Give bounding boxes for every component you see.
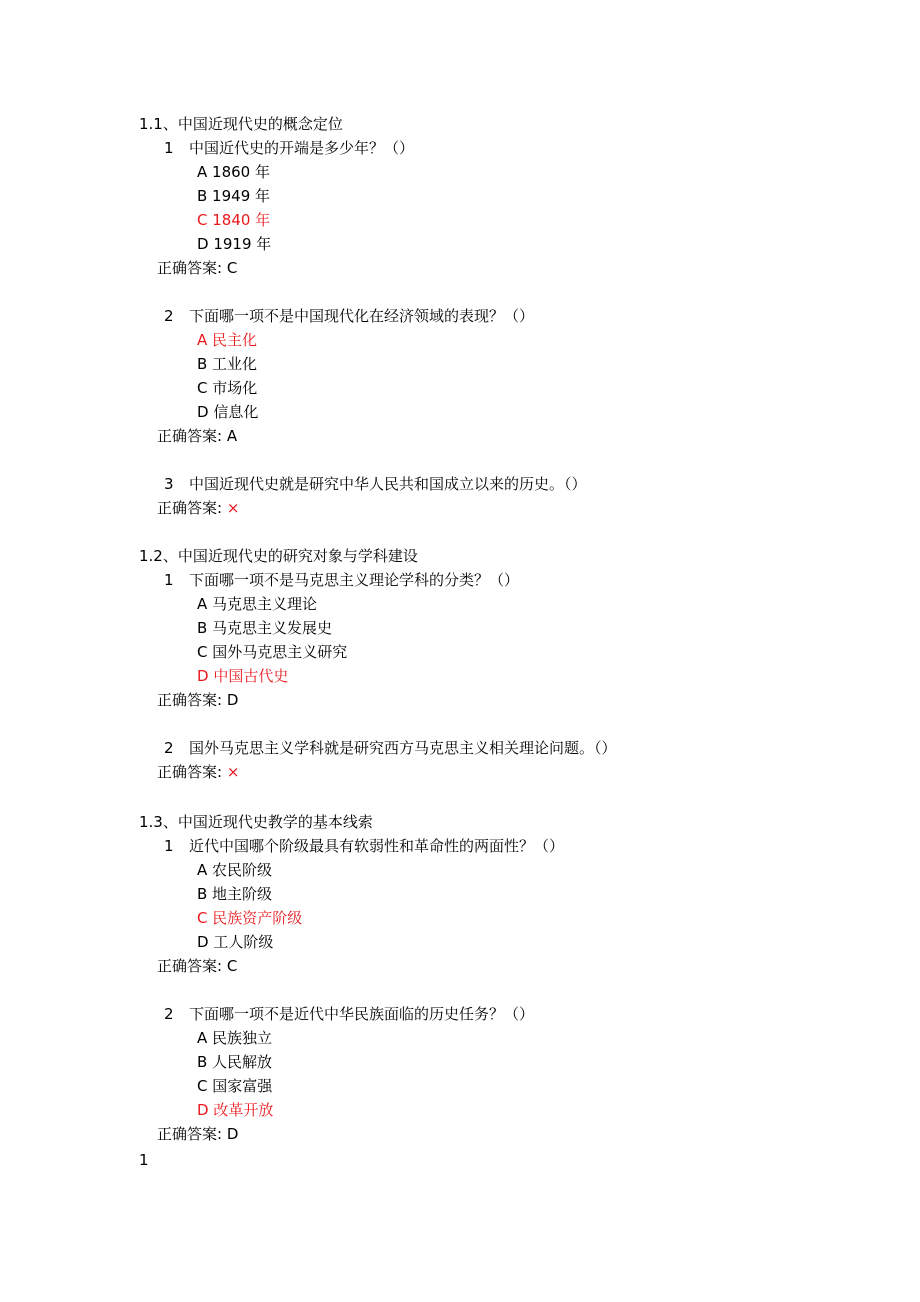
option-correct: D 改革开放 (197, 1101, 274, 1119)
option: A 马克思主义理论 (197, 595, 318, 613)
option-correct: C 1840 年 (197, 211, 271, 229)
correct-answer (157, 426, 237, 446)
section-title: 1.2、中国近现代史的研究对象与学科建设 (139, 547, 418, 565)
answer-label: 正确答案: (157, 427, 223, 445)
answer-label: 正确答案: (157, 763, 223, 781)
correct-answer (157, 956, 237, 976)
option: B 1949 年 (197, 187, 271, 205)
question-text: 中国近现代史就是研究中华人民共和国成立以来的历史。（） (189, 475, 587, 493)
question-text: 下面哪一项不是马克思主义理论学科的分类？（） (189, 571, 520, 589)
question-text: 下面哪一项不是中国现代化在经济领域的表现？（） (189, 307, 535, 325)
option: D 工人阶级 (197, 933, 274, 951)
answer-label: 正确答案: (157, 259, 223, 277)
question-number: 1 (164, 571, 174, 589)
question-number: 1 (164, 139, 174, 157)
correct-answer (157, 1124, 238, 1144)
question-text: 中国近代史的开端是多少年？（） (189, 139, 415, 157)
answer-value: × (226, 499, 240, 517)
option: D 1919 年 (197, 235, 272, 253)
option: B 工业化 (197, 355, 258, 373)
answer-value: A (226, 427, 238, 445)
option: B 马克思主义发展史 (197, 619, 333, 637)
page-number: 1 (139, 1151, 149, 1169)
correct-answer (157, 690, 238, 710)
option: C 国外马克思主义研究 (197, 643, 348, 661)
question-number: 2 (164, 1005, 174, 1023)
correct-answer (157, 258, 237, 278)
answer-value: × (226, 763, 240, 781)
answer-label: 正确答案: (157, 499, 223, 517)
answer-label: 正确答案: (157, 957, 223, 975)
section-title: 1.3、中国近现代史教学的基本线索 (139, 813, 373, 831)
option-correct: A 民主化 (197, 331, 258, 349)
answer-value: C (226, 957, 238, 975)
answer-label: 正确答案: (157, 691, 223, 709)
option: C 国家富强 (197, 1077, 273, 1095)
option: B 地主阶级 (197, 885, 273, 903)
option: A 农民阶级 (197, 861, 273, 879)
option: D 信息化 (197, 403, 259, 421)
answer-value: C (226, 259, 238, 277)
answer-label: 正确答案: (157, 1125, 223, 1143)
option: B 人民解放 (197, 1053, 273, 1071)
option: C 市场化 (197, 379, 258, 397)
question-number: 2 (164, 739, 174, 757)
question-number: 3 (164, 475, 174, 493)
answer-value: D (226, 1125, 239, 1143)
option-correct: D 中国古代史 (197, 667, 289, 685)
option: A 1860 年 (197, 163, 270, 181)
question-number: 2 (164, 307, 174, 325)
option: A 民族独立 (197, 1029, 273, 1047)
section-title: 1.1、中国近现代史的概念定位 (139, 115, 343, 133)
question-text: 国外马克思主义学科就是研究西方马克思主义相关理论问题。（） (189, 739, 617, 757)
answer-value: D (226, 691, 239, 709)
question-number: 1 (164, 837, 174, 855)
correct-answer (157, 498, 239, 518)
correct-answer (157, 762, 239, 782)
question-text: 下面哪一项不是近代中华民族面临的历史任务？（） (189, 1005, 535, 1023)
question-text: 近代中国哪个阶级最具有软弱性和革命性的两面性？（） (189, 837, 565, 855)
option-correct: C 民族资产阶级 (197, 909, 303, 927)
